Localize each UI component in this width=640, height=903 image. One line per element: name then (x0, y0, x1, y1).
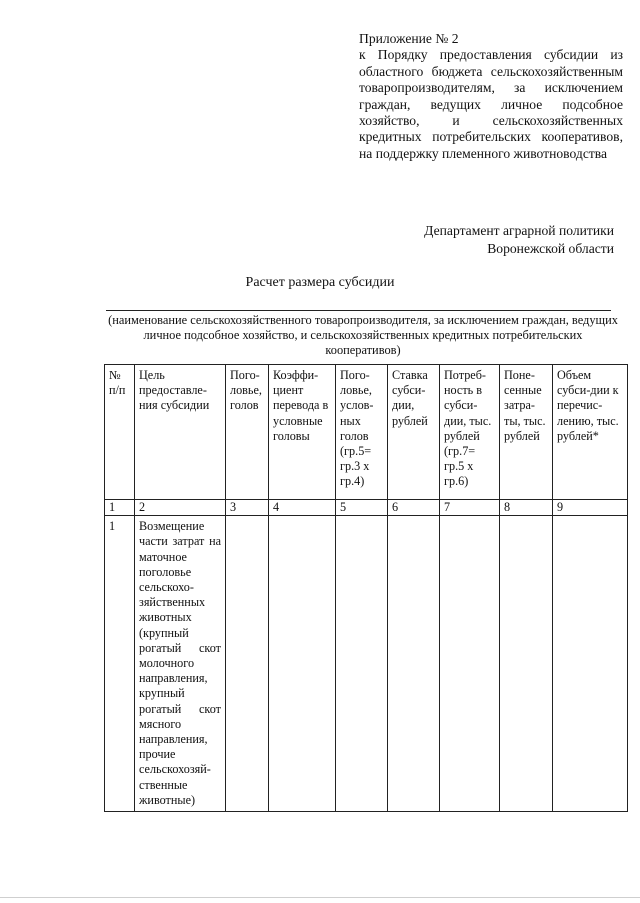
header-cell: Объем субси-дии к перечис-лению, тыс. рублей* (553, 365, 628, 500)
department-line-1: Департамент аграрной политики (424, 223, 614, 238)
appendix-title: Приложение № 2 (359, 31, 459, 46)
column-number: 9 (553, 500, 628, 516)
department-block (424, 222, 614, 258)
header-cell: № п/п (105, 365, 135, 500)
table-header-row (105, 365, 628, 500)
column-number: 8 (500, 500, 553, 516)
column-number: 1 (105, 500, 135, 516)
column-number: 5 (336, 500, 388, 516)
table-row (105, 516, 628, 812)
subsidy-table (104, 364, 628, 812)
row-number: 1 (105, 516, 135, 812)
department-line-2: Воронежской области (487, 241, 614, 256)
conditional-heads-cell[interactable] (336, 516, 388, 812)
incurred-costs-cell[interactable] (500, 516, 553, 812)
header-cell: Ставка субси-дии, рублей (388, 365, 440, 500)
document-title: Расчет размера субсидии (245, 275, 395, 290)
livestock-heads-cell[interactable] (226, 516, 269, 812)
header-cell: Потреб-ность в субси-дии, тыс. рублей (гр.7= гр.5 х гр.6) (440, 365, 500, 500)
subsidy-rate-cell[interactable] (388, 516, 440, 812)
header-cell: Пого-ловье, голов (226, 365, 269, 500)
column-number: 4 (269, 500, 336, 516)
subsidy-need-cell[interactable] (440, 516, 500, 812)
header-cell: Цель предоставле-ния субсидии (135, 365, 226, 500)
appendix-block (359, 31, 623, 162)
subsidy-purpose: Возмещение части затрат на маточное поголовье сельскохо-зяйственных животных (крупный рогатый скот молочного направления, крупный рогатый скот мясного направления, прочие сельскохозяй-ственные животные) (135, 516, 226, 812)
column-number-row (105, 500, 628, 516)
subsidy-amount-cell[interactable] (553, 516, 628, 812)
appendix-text: к Порядку предоставления субсидии из областного бюджета сельскохозяйственным товаропроизводителям, за исключением граждан, ведущих личное подсобное хозяйство, и сельскохозяйственных кредитных потребительских кооперативов, на поддержку племенного животноводства (359, 47, 623, 161)
column-number: 6 (388, 500, 440, 516)
header-cell: Коэффи-циент перевода в условные головы (269, 365, 336, 500)
page-bottom-edge (0, 897, 640, 898)
header-cell: Пого-ловье, услов-ных голов (гр.5= гр.3 х гр.4) (336, 365, 388, 500)
column-number: 7 (440, 500, 500, 516)
producer-name-caption: (наименование сельскохозяйственного товаропроизводителя, за исключением граждан, ведущих личное подсобное хозяйство, и сельскохозяйственных кредитных потребительских кооперативов) (108, 313, 618, 357)
column-number: 3 (226, 500, 269, 516)
producer-name-line (106, 310, 611, 311)
header-cell: Поне-сенные затра-ты, тыс. рублей (500, 365, 553, 500)
column-number: 2 (135, 500, 226, 516)
conversion-coefficient-cell[interactable] (269, 516, 336, 812)
